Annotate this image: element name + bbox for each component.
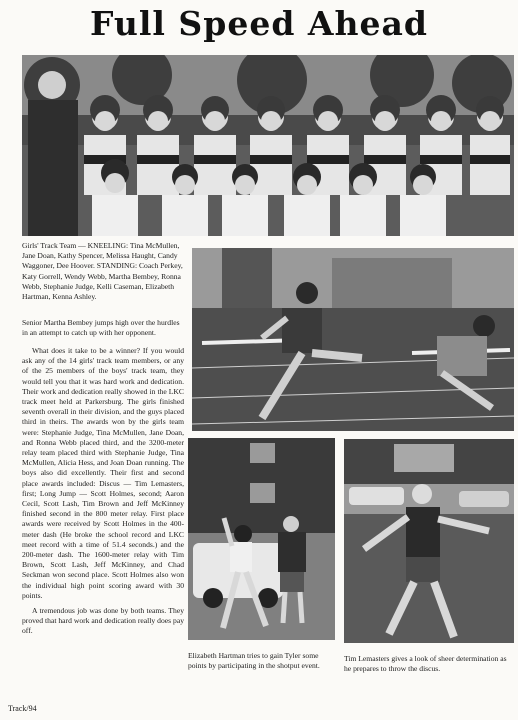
team-photo-image xyxy=(22,55,514,236)
page-title: Full Speed Ahead xyxy=(90,4,428,43)
discus-photo-caption: Tim Lemasters gives a look of sheer determination as he prepares to throw the discus. xyxy=(344,654,507,674)
team-photo xyxy=(22,55,514,236)
discus-photo xyxy=(344,439,514,643)
team-photo-caption: Girls' Track Team — KNEELING: Tina McMullen, Jane Doan, Kathy Spencer, Melissa Haught, Candy Waggoner, Dee Hoover. STANDING: Coach Perkey, Katy Gorrell, Wendy Webb, Martha Bembey, Ronna Webb, Stephanie Judge, Kelli Caseman, Elizabeth Hartman, Kenna Ashley. xyxy=(22,241,183,302)
page-folio: Track/94 xyxy=(8,704,37,713)
hurdle-photo xyxy=(192,248,514,431)
hurdle-photo-image xyxy=(192,248,514,431)
shotput-photo xyxy=(188,438,335,640)
shotput-photo-image xyxy=(188,438,335,640)
shotput-photo-caption: Elizabeth Hartman tries to gain Tyler some points by participating in the shotput event. xyxy=(188,651,320,671)
story-paragraph: A tremendous job was done by both teams. They proved that hard work and dedication really does pay off. xyxy=(22,606,184,636)
discus-photo-image xyxy=(344,439,514,643)
hurdle-photo-caption: Senior Martha Bembey jumps high over the hurdles in an attempt to catch up with her opponent. xyxy=(22,318,180,338)
story-paragraph: What does it take to be a winner? If you would ask any of the 14 girls' track team members, or any of the 25 members of the boys' track team, they would tell you that it was hard work and dedication. Their work and dedication really showed in the LKC track meet held at Parkersburg. The girls finished seventh overall in their division, and the guys placed third in theirs. The awards won by the girls team were: Stephanie Judge, Tina McMullen, Jane Doan, and Ronna Webb placed third, and the 3200-meter relay team placed third with Stephanie Judge, Tina McMullen, Alicia Hess, and Joan Doan running. The boys also did excellently. Their first and second place awards included: Discus — Tim Lemasters, first; Long Jump — Scott Holmes, second; Aaron Cecil, Scott Lash, Tim Brown and Jeff McKinney finished second in the 800 meter relay. First place awards were received by Scott Holmes in the 400-meter dash (He broke the school record and LKC meet record with a time of 51.4 seconds.) and the 200-meter dash. The 1600-meter relay with Tim Brown, Scott Lash, Jeff McKinney, and Chad Seckman won second place. Scott Holmes also won the individual high point scoring award with 30 points. xyxy=(22,346,184,600)
story-text xyxy=(22,346,184,642)
